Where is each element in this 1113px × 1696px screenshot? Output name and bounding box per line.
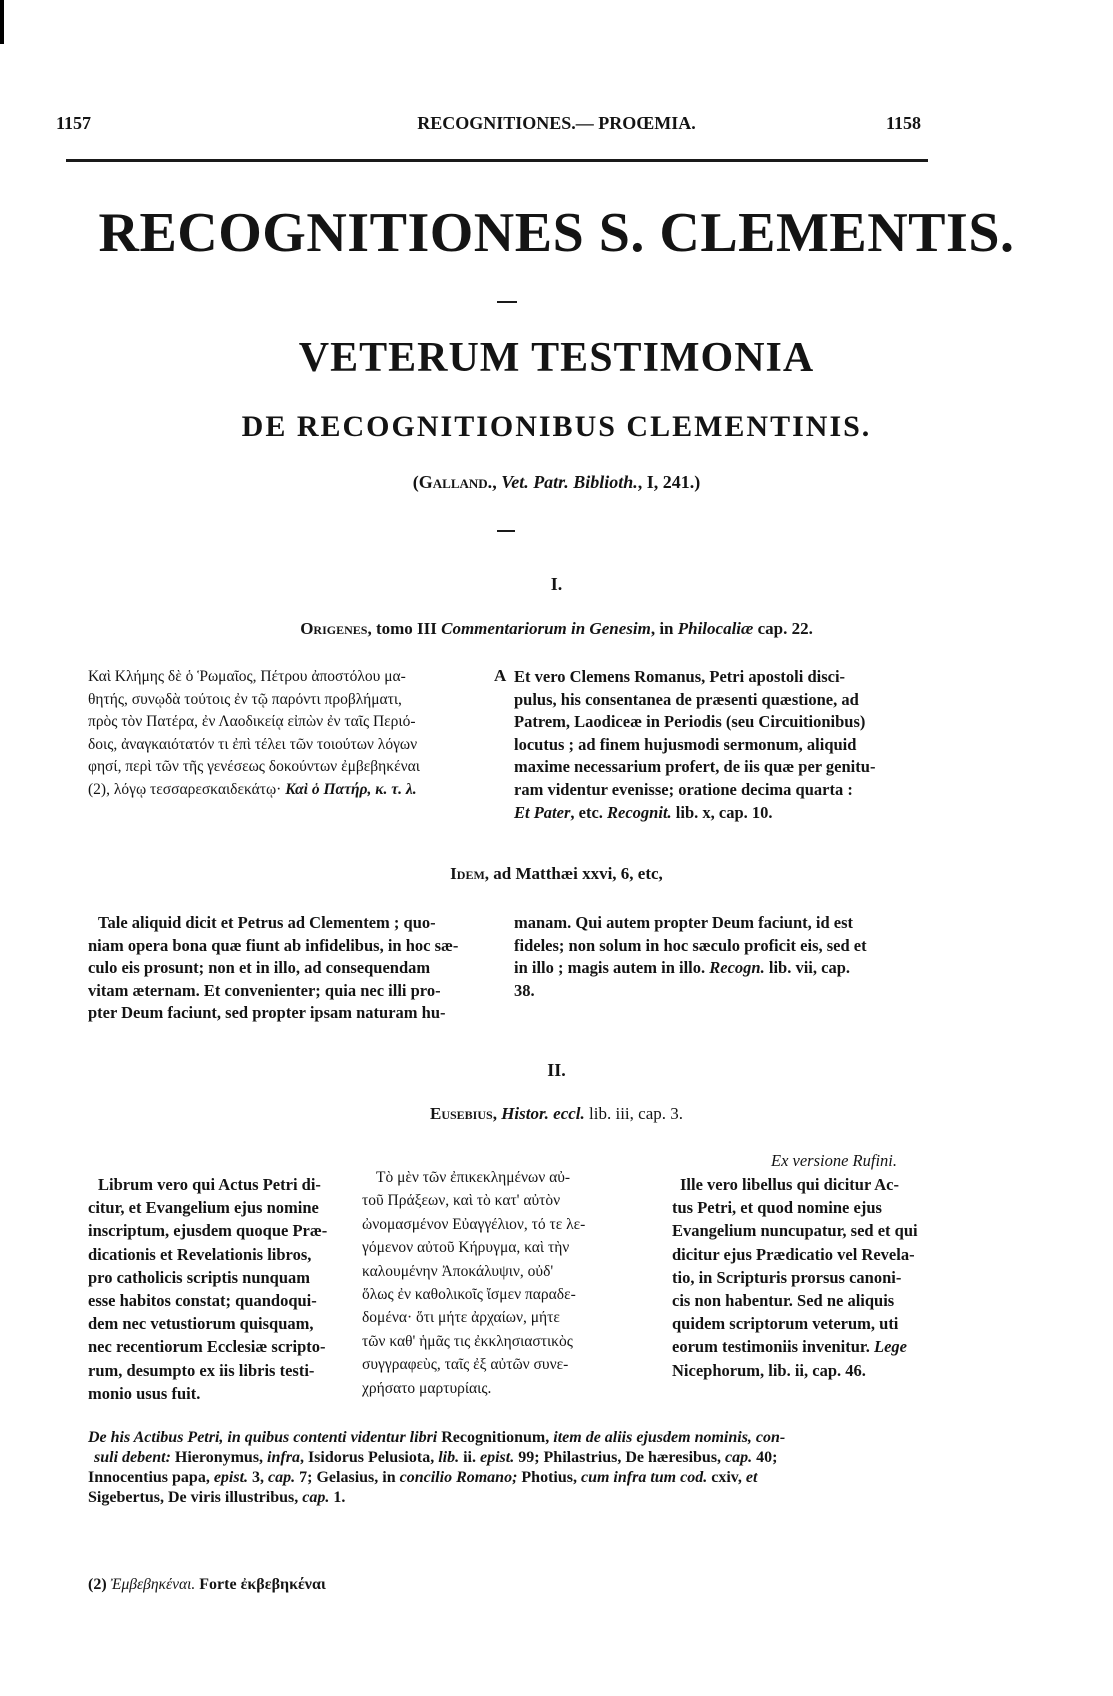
idem-line: vitam æternam. Et convenienter; quia nec illi pro- <box>88 980 441 1000</box>
note-text: Recognitionum, <box>437 1429 554 1446</box>
latin-tail-recogn: Recognit. <box>607 802 672 822</box>
note-text: epist. <box>213 1469 249 1486</box>
latin-tail-ref: lib. x, cap. 10. <box>671 802 773 822</box>
idem-left-column <box>88 912 488 1025</box>
rufinus-line: cis non habentur. Sed ne aliquis <box>672 1291 895 1311</box>
idem-line: pter Deum faciunt, sed propter ipsam naturam hu- <box>88 1003 446 1023</box>
latin-line: maxime necessarium profert, de iis quæ per genitu- <box>514 757 876 777</box>
attribution-work: Commentariorum in Genesim <box>441 619 651 638</box>
idem-line: 38. <box>514 980 535 1000</box>
note-text: cum infra tum cod. <box>580 1469 708 1486</box>
idem-attribution <box>0 864 1113 884</box>
idem-line: niam opera bona quæ fiunt ab infidelibus, in hoc sæ- <box>88 935 459 955</box>
source-sep: , <box>492 472 502 492</box>
latin-line: Patrem, Laodiceæ in Periodis (seu Circuitionibus) <box>514 712 866 732</box>
note-line <box>88 1488 944 1508</box>
note-text: De his Actibus Petri, in quibus contenti videntur libri <box>88 1429 438 1446</box>
rufinus-line: Nicephorum, lib. ii, cap. 46. <box>672 1360 866 1380</box>
footnote-text: Forte ἐκβεβηκέναι <box>195 1576 326 1593</box>
source-dash <box>497 530 515 532</box>
note-text: infra <box>267 1449 300 1466</box>
subtitle-de-recognitionibus: DE RECOGNITIONIBUS CLEMENTINIS. <box>241 410 872 443</box>
running-head <box>0 113 1113 137</box>
attribution-work: Philocaliæ <box>677 619 754 638</box>
rufinus-lege: Lege <box>873 1337 907 1357</box>
source-open: ( <box>412 472 419 492</box>
footnote-mark: (2) <box>88 1576 107 1593</box>
greek-line <box>88 779 490 802</box>
idem-line: manam. Qui autem propter Deum faciunt, id est <box>514 913 854 932</box>
note-text: 40; <box>752 1449 778 1466</box>
title-dash <box>497 301 517 303</box>
header-rule <box>66 159 928 162</box>
greek-line: ὅλως ἐν καθολικοῖς ἴσμεν παραδε- <box>362 1286 576 1304</box>
attribution-text: , in <box>650 619 678 638</box>
latin-line: Librum vero qui Actus Petri di- <box>98 1175 321 1194</box>
note-text: , Isidorus Pelusiota, <box>299 1449 439 1466</box>
greek-line: φησί, περὶ τῶν τῆς γενέσεως δοκούντων ἐμβεβηκέναι <box>88 758 420 776</box>
edge-mark <box>0 0 4 44</box>
greek-line: καλουμένην Ἀποκάλυψιν, οὐδ' <box>362 1262 554 1280</box>
page-number-left: 1157 <box>56 113 92 133</box>
latin-line: dem nec vetustiorum quisquam, <box>88 1314 314 1334</box>
rufinus-line: dicitur ejus Prædicatio vel Revela- <box>672 1244 915 1264</box>
greek-line: δοις, ἀναγκαιότατόν τι ἐπὶ τέλει τῶν τοιούτων λόγων <box>88 735 418 753</box>
idem-author: Idem <box>450 864 485 883</box>
latin-line: locutus ; ad finem hujusmodi sermonum, aliquid <box>514 734 857 754</box>
idem-recogn: Recogn. <box>709 958 765 978</box>
source-citation <box>0 472 1113 493</box>
note-line <box>88 1428 944 1448</box>
note-text: suli debent: <box>94 1449 171 1466</box>
latin-tail-etc: , etc. <box>570 802 608 822</box>
subtitle-veterum: VETERUM TESTIMONIA <box>298 335 815 381</box>
section-numeral-2: II. <box>547 1060 566 1080</box>
latin-line: esse habitos constat; quandoqui- <box>88 1291 317 1311</box>
running-title: RECOGNITIONES.— PROŒMIA. <box>417 113 696 133</box>
greek-line: θητής, συνῳδὰ τούτοις ἐν τῷ παρόντι προβλήματι, <box>88 690 402 708</box>
latin-line: monio usus fuit. <box>88 1383 201 1403</box>
note-text: 1. <box>329 1489 346 1506</box>
latin-line <box>514 802 944 825</box>
note-text: Innocentius papa, <box>88 1469 214 1486</box>
rufinus-column <box>672 1173 944 1382</box>
note-text: concilio Romano; <box>399 1469 518 1486</box>
idem-text: , ad Matthæi xxvi, 6, etc, <box>484 864 663 883</box>
rufinus-line: tio, in Scripturis prorsus canoni- <box>672 1267 902 1287</box>
greek-line: χρήσατο μαρτυρίαις. <box>362 1379 492 1397</box>
greek-line: γόμενον αὐτοῦ Κήρυγμα, καὶ τὴν <box>362 1239 570 1257</box>
editorial-note <box>88 1428 944 1508</box>
source-author: Galland. <box>418 472 493 492</box>
idem-line: culo eis prosunt; non et in illo, ad consequendam <box>88 958 431 978</box>
footnote-greek-word: Ἐμβεβηκέναι. <box>106 1576 196 1593</box>
greek-tail: Καὶ ὁ Πατήρ, κ. τ. λ. <box>285 780 417 798</box>
latin-line: dicationis et Revelationis libros, <box>88 1244 312 1264</box>
attribution-text: cap. 22. <box>753 619 813 638</box>
attribution-author: Origenes <box>300 619 368 638</box>
idem-line <box>514 957 944 980</box>
greek-line-text: (2), λόγῳ τεσσαρεσκαιδεκάτῳ· <box>88 780 282 798</box>
latin-line: inscriptum, ejusdem quoque Præ- <box>88 1221 328 1241</box>
note-text: cap. <box>302 1489 330 1506</box>
eusebius-latin-column <box>88 1173 346 1405</box>
rufinus-line: Evangelium nuncupatur, sed et qui <box>672 1221 918 1241</box>
idem-line: fideles; non solum in hoc sæculo proficit eis, sed et <box>514 935 867 955</box>
note-line <box>88 1468 944 1488</box>
eusebius-sep: , <box>492 1104 502 1123</box>
page-number-right: 1158 <box>885 113 921 133</box>
note-text: cxiv, <box>707 1469 746 1486</box>
greek-line: Καὶ Κλήμης δὲ ὁ Ῥωμαῖος, Πέτρου ἀποστόλου μα- <box>88 668 406 685</box>
latin-line: nec recentiorum Ecclesiæ scripto- <box>88 1337 326 1357</box>
idem-line: Tale aliquid dicit et Petrus ad Clementem ; quo- <box>98 913 436 932</box>
eusebius-author: Eusebius <box>430 1104 493 1123</box>
idem-line-text: in illo ; magis autem in illo. <box>514 958 710 978</box>
source-work: Vet. Patr. Biblioth. <box>501 472 638 492</box>
eusebius-attribution <box>0 1104 1113 1124</box>
margin-marker-a: A <box>494 666 507 685</box>
greek-line: τοῦ Πράξεων, καὶ τὸ κατ' αὐτὸν <box>362 1192 561 1210</box>
eusebius-ref: lib. iii, cap. 3. <box>584 1104 683 1123</box>
latin-line: rum, desumpto ex iis libris testi- <box>88 1360 315 1380</box>
eusebius-work: Histor. eccl. <box>501 1104 585 1123</box>
latin-line: Et vero Clemens Romanus, Petri apostoli disci- <box>514 667 846 686</box>
note-text: item de aliis ejusdem nominis, con- <box>553 1429 786 1446</box>
latin-tail-et-pater: Et Pater <box>514 802 571 822</box>
latin-line: citur, et Evangelium ejus nomine <box>88 1198 319 1218</box>
footnote <box>88 1574 688 1597</box>
note-text: 7; Gelasius, in <box>295 1469 400 1486</box>
greek-line: συγγραφεὺς, ταῖς ἐξ αὐτῶν συνε- <box>362 1356 569 1374</box>
idem-ref: lib. vii, cap. <box>764 958 850 978</box>
note-text: cap. <box>268 1469 296 1486</box>
greek-line: ὠνομασμένον Εὐαγγέλιον, τό τε λε- <box>362 1215 586 1233</box>
note-text: epist. <box>479 1449 515 1466</box>
origenes-latin-column <box>514 666 944 824</box>
greek-line: δομένα· ὅτι μήτε ἀρχαίων, μήτε <box>362 1309 560 1327</box>
note-text: et <box>745 1469 758 1486</box>
note-text: 3, <box>248 1469 269 1486</box>
section-numeral-1: I. <box>550 574 563 594</box>
note-line <box>88 1448 944 1468</box>
note-text: cap. <box>725 1449 753 1466</box>
rufinus-line: Ille vero libellus qui dicitur Ac- <box>680 1175 899 1194</box>
idem-right-column <box>514 912 944 1002</box>
rufinus-line: tus Petri, et quod nomine ejus <box>672 1198 882 1218</box>
origenes-greek-column <box>88 666 490 802</box>
greek-line: Τὸ μὲν τῶν ἐπικεκλημένων αὐ- <box>376 1169 571 1186</box>
note-text: lib. <box>438 1449 460 1466</box>
latin-line: pulus, his consentanea de præsenti quæstione, ad <box>514 689 859 709</box>
rufinus-heading: Ex versione Rufini. <box>770 1151 897 1170</box>
note-text: Sigebertus, De viris illustribus, <box>88 1489 303 1506</box>
greek-line: πρὸς τὸν Πατέρα, ἐν Λαοδικείᾳ εἰπὼν ἐν ταῖς Περιό- <box>88 713 416 731</box>
attribution-text: , tomo III <box>367 619 442 638</box>
note-text: Photius, <box>517 1469 581 1486</box>
note-text: Hieronymus, <box>170 1449 268 1466</box>
origenes-attribution <box>0 619 1113 639</box>
rufinus-line: quidem scriptorum veterum, uti <box>672 1314 899 1334</box>
source-ref: , I, 241.) <box>637 472 701 492</box>
rufinus-line-text: eorum testimoniis invenitur. <box>672 1337 874 1357</box>
note-text: 99; Philastrius, De hæresibus, <box>514 1449 726 1466</box>
eusebius-greek-column <box>362 1166 644 1400</box>
rufinus-line <box>672 1335 944 1358</box>
latin-line: ram videntur evenisse; oratione decima quarta : <box>514 779 853 799</box>
latin-line: pro catholicis scriptis nunquam <box>88 1267 311 1287</box>
greek-line: τῶν καθ' ἡμᾶς τις ἐκκλησιαστικὸς <box>362 1332 573 1350</box>
page-title: RECOGNITIONES S. CLEMENTIS. <box>98 202 1015 264</box>
note-text: ii. <box>459 1449 480 1466</box>
